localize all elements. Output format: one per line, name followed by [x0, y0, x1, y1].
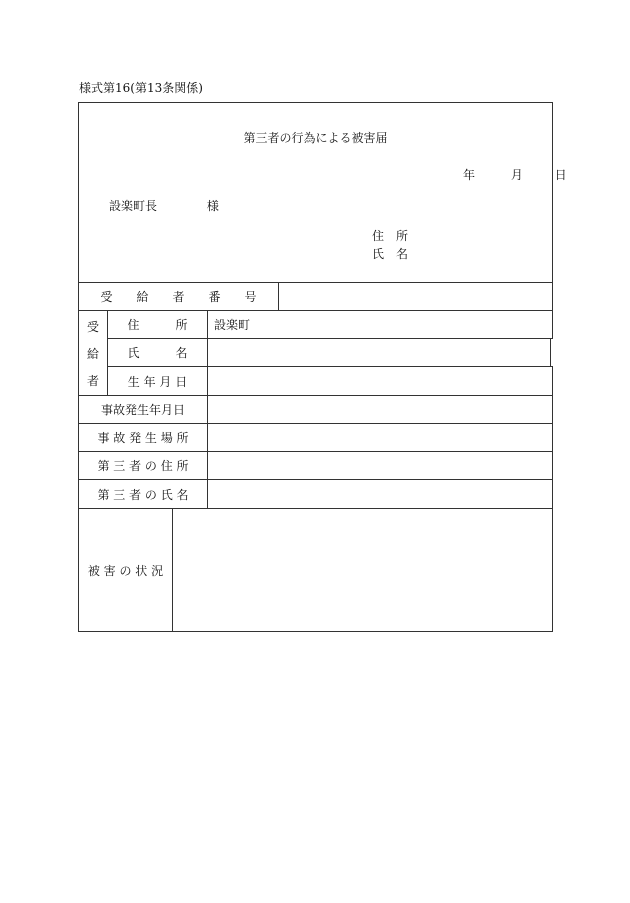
addressee	[109, 197, 219, 214]
third-party-name-field[interactable]	[207, 479, 553, 509]
third-party-name-label: 第 三 者 の 氏 名	[78, 479, 208, 509]
date-year-label: 年	[462, 168, 475, 182]
damage-status-label: 被 害 の 状 況	[78, 508, 173, 632]
form-title: 第三者の行為による被害届	[243, 131, 388, 145]
recipient-name-label: 氏 名	[107, 338, 208, 367]
accident-date-field[interactable]	[207, 395, 553, 424]
recipient-address-field[interactable]: 設楽町	[207, 310, 553, 339]
recipient-address-label: 住 所	[107, 310, 208, 339]
recipient-group-label	[78, 310, 108, 396]
third-party-address-label: 第 三 者 の 住 所	[78, 451, 208, 480]
applicant-address-label: 住 所	[372, 229, 409, 243]
accident-date-label: 事故発生年月日	[78, 395, 208, 424]
accident-place-label: 事 故 発 生 場 所	[78, 423, 208, 452]
form-header	[78, 102, 567, 283]
form-number-label: 様式第16(第13条関係)	[79, 81, 203, 95]
recipient-birthdate-field[interactable]	[207, 366, 553, 396]
date-day-label: 日	[554, 168, 567, 182]
date-month-label: 月	[510, 168, 523, 182]
recipient-number-field[interactable]	[278, 282, 553, 311]
addressee-name: 設楽町長	[109, 199, 158, 213]
recipient-name-field[interactable]	[207, 338, 551, 367]
accident-place-field[interactable]	[207, 423, 553, 452]
applicant-name-label: 氏 名	[372, 247, 409, 261]
recipient-birthdate-label: 生 年 月 日	[107, 366, 208, 396]
damage-status-field[interactable]	[172, 508, 553, 632]
third-party-address-field[interactable]	[207, 451, 553, 480]
recipient-group-char-2: 給	[86, 346, 99, 361]
recipient-number-label: 受 給 者 番 号	[78, 282, 279, 311]
recipient-group-char-3: 者	[86, 373, 99, 388]
addressee-honorific: 様	[206, 199, 219, 213]
recipient-group-char-1: 受	[86, 319, 99, 334]
date-line	[439, 166, 567, 183]
